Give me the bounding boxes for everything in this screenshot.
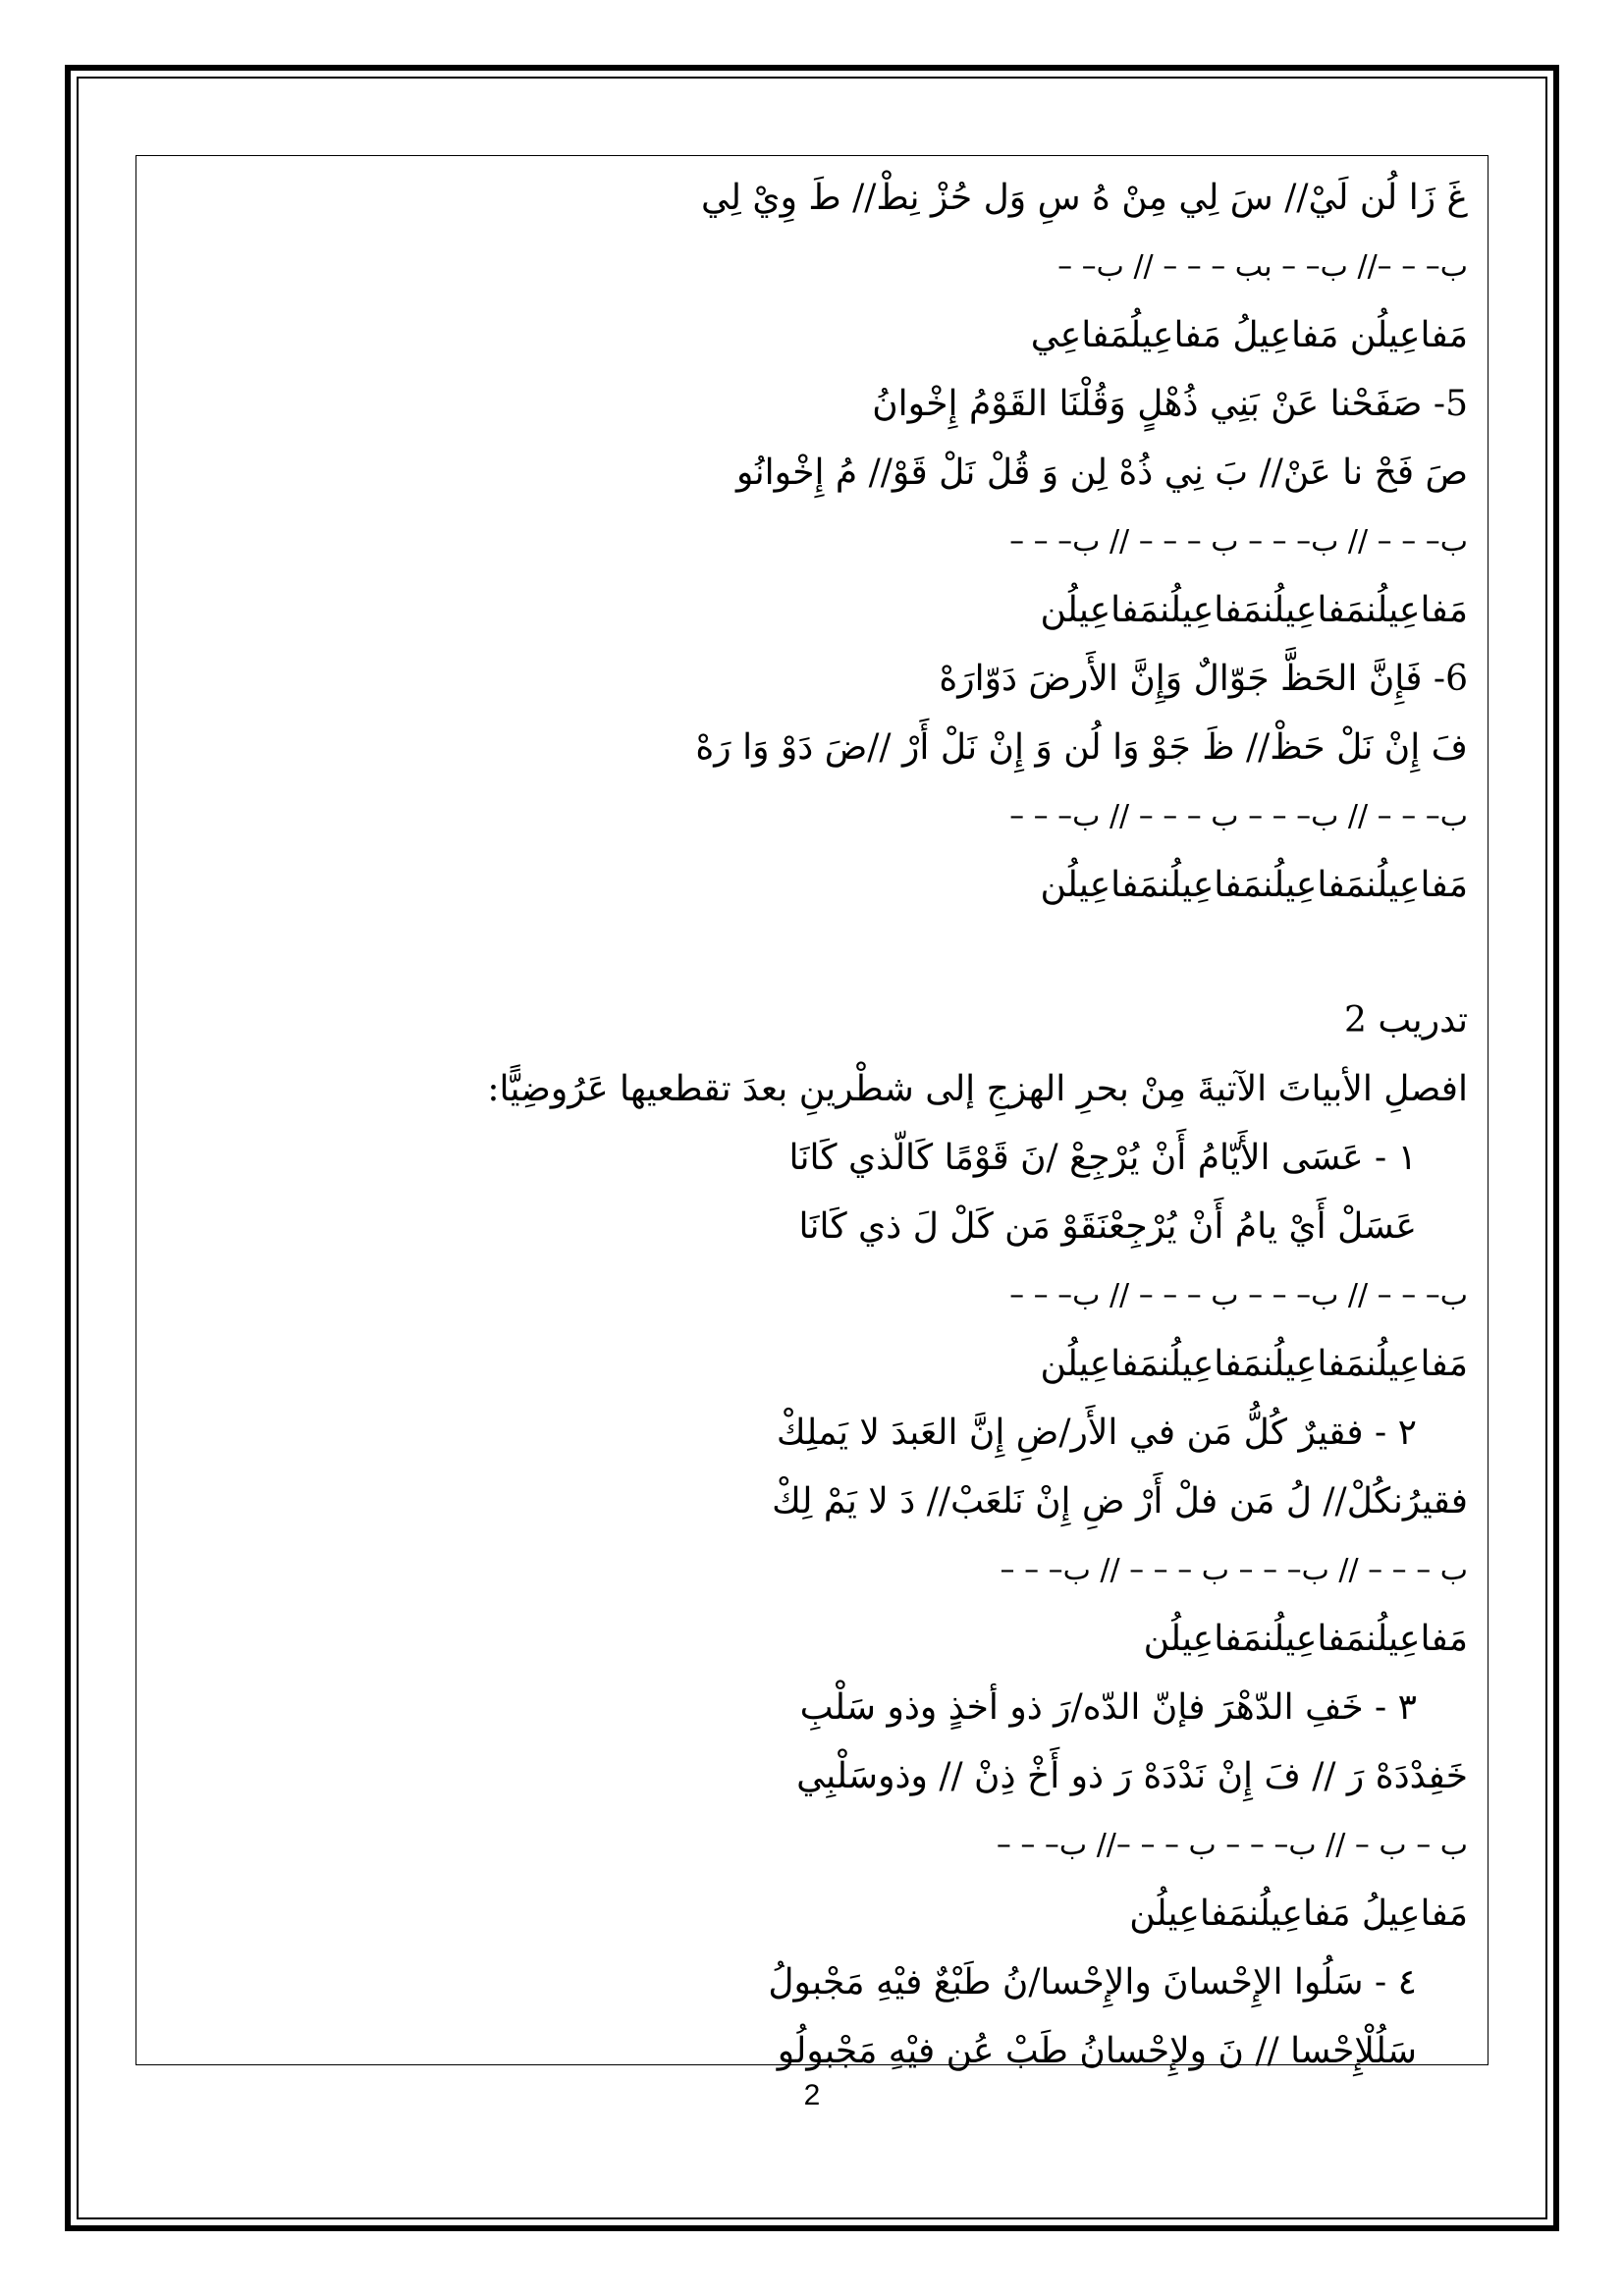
verse-syllables-line: خَفِدْدَهْ رَ // فَ إِنْ نَدْدَهْ رَ ذو أَخْ ذِنْ // وذوسَلْبِي: [796, 1756, 1468, 1796]
content-frame: [135, 155, 1489, 2071]
meter-feet-line: مَفاعِيلُنمَفاعِيلُنمَفاعِيلُنمَفاعِيلُن: [1040, 1344, 1468, 1384]
meter-feet-line: مَفاعِيلُن مَفاعِيلُ مَفاعِيلُمَفاعِي: [1030, 315, 1468, 355]
exercise-title: تدريب 2: [1343, 1000, 1468, 1041]
verse-line: ١ - عَسَى الأَيّامُ أَنْ يُرْجِعْ /نَ قَوْمًا كَالّذي كَانَا: [788, 1138, 1417, 1178]
scansion-line: ب– – – // ب– – – ب – – – // ب– – –: [1009, 1278, 1468, 1312]
verse-syllables-line: صَ فَحْ نا عَنْ// بَ نِي ذُهْ لِن وَ قُلْ نَلْ قَوْ// مُ إِخْوانُو: [735, 453, 1468, 493]
verse-syllables-line: فقيرُنكُلْ// لُ مَن فلْ أَرْ ضِ إِنْ نَلعَبْ// دَ لا يَمْ لِكْ: [772, 1481, 1468, 1522]
verse-syllables-line: عَسَلْ أَيْ يامُ أَنْ يُرْجِعْنَقَوْ مَن كَلْ لَ ذي كَانَا: [798, 1206, 1417, 1247]
verse-syllables-line: سَلُلْإِحْسا // نَ ولإِحْسانُ طَبْ عُن فيْهِ مَجْبولُو: [777, 2031, 1417, 2071]
blank-line: [154, 920, 1468, 987]
scansion-line: ب – ب – // ب– – – ب – – –// ب– – –: [996, 1828, 1468, 1862]
verse-syllables-line: فَ إِنْ نَلْ حَظْ// ظَ جَوْ وَا لُن وَ إِنْ نَلْ أَرْ //ضَ دَوْ وَا رَهْ: [695, 727, 1468, 768]
verse-line: ٣ - خَفِ الدّهْرَ فإنّ الدّه/رَ ذو أخذٍ وذو سَلْبِ: [799, 1687, 1417, 1728]
scansion-line: ب– – –// ب– – بب – – – // ب– –: [1057, 249, 1468, 284]
verse-syllables-line: غَ زَا لُن لَيْ// سَ لِي مِنْ هُ سِ وَل حُزْ نِطْ// طَ وِيْ لِي: [700, 178, 1468, 218]
verse-line: ٢ - فقيرٌ كُلُّ مَن في الأَر/ضِ إِنَّ العَبدَ لا يَملِكْ: [776, 1413, 1417, 1453]
scansion-line: ب– – – // ب– – – ب – – – // ب– – –: [1009, 799, 1468, 833]
verse-line: ٤ - سَلُوا الإِحْسانَ والإِحْسا/نُ طَبْعٌ فيْهِ مَجْبولُ: [768, 1962, 1417, 2002]
exercise-instruction: افصلِ الأبياتَ الآتيةَ مِنْ بحرِ الهزجِ إلى شطْرينِ بعدَ تقطعيها عَرُوضِيًّا:: [487, 1069, 1468, 1109]
meter-feet-line: مَفاعِيلُنمَفاعِيلُنمَفاعِيلُن: [1143, 1619, 1468, 1659]
meter-feet-line: مَفاعِيلُنمَفاعِيلُنمَفاعِيلُنمَفاعِيلُن: [1040, 590, 1468, 630]
page-number: 2: [803, 2079, 821, 2111]
scansion-line: ب– – – // ب– – – ب – – – // ب– – –: [1009, 524, 1468, 559]
meter-feet-line: مَفاعِيلُنمَفاعِيلُنمَفاعِيلُنمَفاعِيلُن: [1040, 865, 1468, 905]
scansion-line: ب – – – // ب– – – ب – – – // ب– – –: [1000, 1553, 1468, 1587]
verse-line: 5- صَفَحْنا عَنْ بَنِي ذُهْلٍ وَقُلْنَا القَوْمُ إِخْوانُ: [872, 384, 1468, 424]
meter-feet-line: مَفاعِيلُ مَفاعِيلُنمَفاعِيلُن: [1129, 1894, 1468, 1934]
verse-line: 6- فَإِنَّ الحَظَّ جَوّالٌ وَإِنَّ الأَرضَ دَوّارَهْ: [939, 659, 1468, 699]
